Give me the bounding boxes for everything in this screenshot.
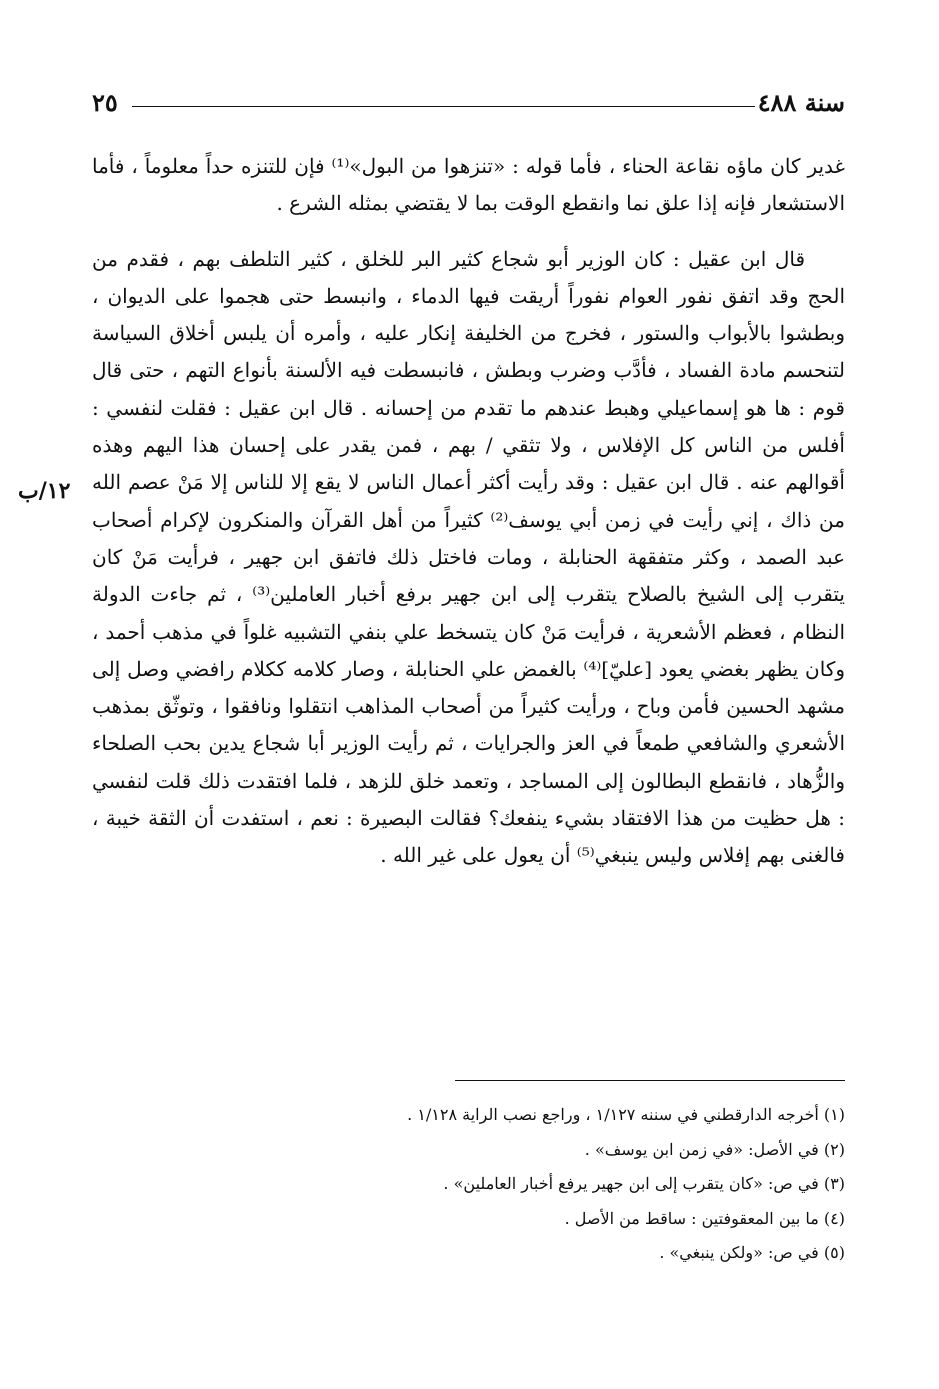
header-rule <box>132 106 755 107</box>
page-number: ٢٥ <box>92 88 118 117</box>
footnote-5: (٥) في ص: «ولكن ينبغي» . <box>659 1243 845 1263</box>
footnote-1: (١) أخرجه الدارقطني في سننه ١/١٢٧ ، وراجع نصب الراية ١/١٢٨ . <box>407 1105 845 1124</box>
manuscript-folio-marker: ١٢/ب <box>18 478 71 504</box>
running-header <box>92 86 845 122</box>
year-heading: سنة ٤٨٨ <box>757 88 845 117</box>
main-text <box>92 148 845 875</box>
footnote-2: (٢) في الأصل: «في زمن ابن يوسف» . <box>584 1139 845 1159</box>
paragraph-2: قال ابن عقيل : كان الوزير أبو شجاع كثير البر للخلق ، كثير التلطف بهم ، فقدم من الحج وقد اتفق نفور العوام نفوراً أريقت فيها الدماء ، وانبسط حتى هجموا على الديوان ، وبطشوا بالأبواب والستور ، فخرج من الخليفة إنكار عليه ، وأمره أن يلبس أخلاق السياسة لتنحسم مادة الفساد ، فأدَّب وضرب وبطش ، فانبسطت فيه الألسنة بأنواع التهم ، حتى قال قوم : ها هو إسماعيلي وهبط عندهم ما تقدم من إحسانه . قال ابن عقيل : فقلت لنفسي : أفلس من الناس كل الإفلاس ، ولا تثقي / بهم ، فمن يقدر على إحسان هذا اليهم وهذه أقوالهم عنه . قال ابن عقيل : وقد رأيت أكثر أعمال الناس لا يقع إلا للناس إلا مَنْ عصم الله من ذاك ، إني رأيت في زمن أبي يوسف⁽²⁾ كثيراً من أهل القرآن والمنكرون لإكرام أصحاب عبد الصمد ، وكثر متفقهة الحنابلة ، ومات فاختل ذلك فاتفق ابن جهير ، فرأيت مَنْ كان يتقرب إلى الشيخ بالصلاح يتقرب إلى ابن جهير برفع أخبار العاملين⁽³⁾ ، ثم جاءت الدولة النظام ، فعظم الأشعرية ، فرأيت مَنْ كان يتسخط علي بنفي التشبيه غلواً في مذهب أحمد ، وكان يظهر بغضي يعود [عليّ]⁽⁴⁾ بالغمض علي الحنابلة ، وصار كلامه ككلام رافضي وصل إلى مشهد الحسين فأمن وباح ، ورأيت كثيراً من أصحاب المذاهب انتقلوا ونافقوا ، وتوثّق بمذهب الأشعري والشافعي طمعاً في العز والجرايات ، ثم رأيت الوزير أبا شجاع يدين بحب الصلحاء والزُّهاد ، فانقطع البطالون إلى المساجد ، وتعمد خلق للزهد ، فلما افتقدت ذلك قلت لنفسي : هل حظيت من هذا الافتقاد بشيء ينفعك؟ فقالت البصيرة : نعم ، استفدت أن الثقة خيبة ، فالغنى بهم إفلاس وليس ينبغي⁽⁵⁾ أن يعول على غير الله . <box>92 246 846 868</box>
footnotes <box>145 1098 845 1271</box>
paragraph-1: غدير كان ماؤه نقاعة الحناء ، فأما قوله : «تنزهوا من البول»⁽¹⁾ فإن للتنزه حداً معلوماً ، فأما الاستشعار فإنه إذا علق نما وانقطع الوقت بما لا يقتضي بمثله الشرع . <box>92 154 845 216</box>
footnote-rule <box>455 1080 845 1081</box>
footnote-3: (٣) في ص: «كان يتقرب إلى ابن جهير يرفع أخبار العاملين» . <box>443 1174 845 1194</box>
footnote-4: (٤) ما بين المعقوفتين : ساقط من الأصل . <box>564 1208 845 1228</box>
